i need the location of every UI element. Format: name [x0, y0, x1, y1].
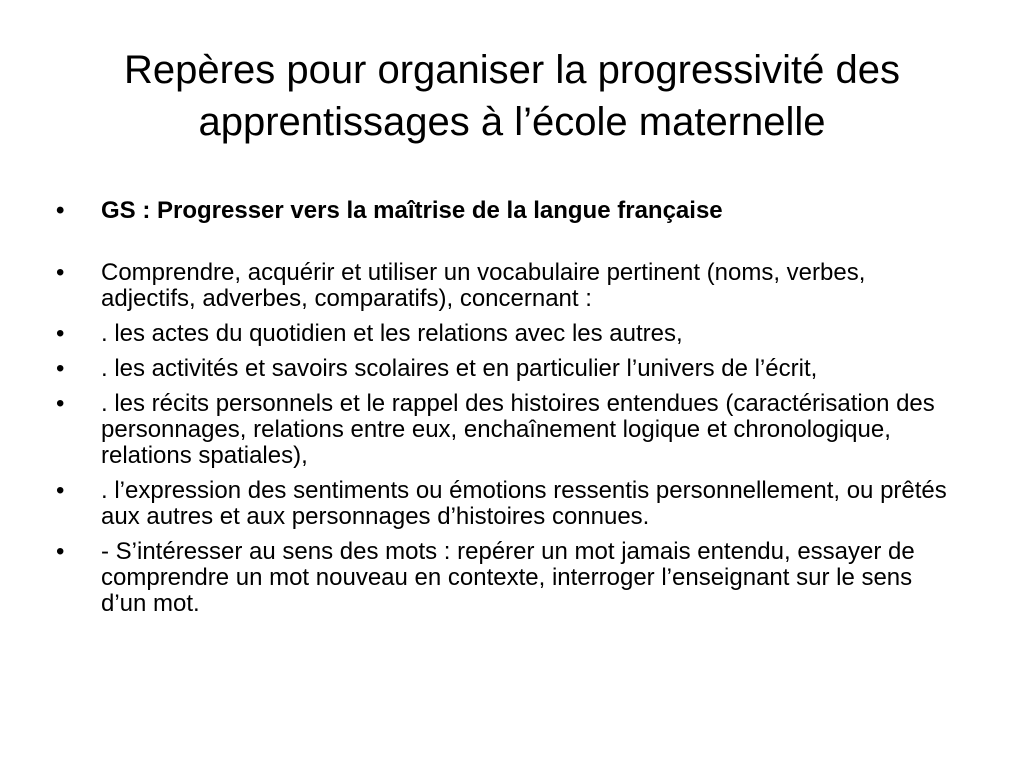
bullet-dot-icon: •: [56, 477, 65, 504]
bullet-dot-icon: •: [56, 355, 65, 382]
bullet-text: . les activités et savoirs scolaires et en particulier l’univers de l’écrit,: [101, 355, 818, 382]
bullet-text: - S’intéresser au sens des mots : repérer un mot jamais entendu, essayer de comprendre un mot nouveau en contexte, interroger l’enseignant sur le sens d’un mot.: [101, 538, 915, 617]
bullet-dot-icon: •: [56, 259, 65, 286]
bullet-item-heading: [56, 198, 956, 224]
bullet-item: [56, 321, 956, 347]
bullet-dot-icon: •: [56, 197, 65, 224]
bullet-text: Comprendre, acquérir et utiliser un vocabulaire pertinent (noms, verbes, adjectifs, adverbes, comparatifs), concernant :: [101, 259, 866, 312]
bullet-text: GS : Progresser vers la maîtrise de la langue française: [101, 197, 723, 224]
bullet-item: [56, 260, 956, 312]
bullet-list: [56, 198, 956, 626]
bullet-text: . les récits personnels et le rappel des histoires entendues (caractérisation des personnages, relations entre eux, enchaînement logique et chronologique, relations spatiales),: [101, 390, 935, 469]
slide-title: [40, 44, 984, 148]
bullet-item: [56, 539, 956, 617]
bullet-item: [56, 356, 956, 382]
bullet-text: . l’expression des sentiments ou émotions ressentis personnellement, ou prêtés aux autres et aux personnages d’histoires connues.: [101, 477, 947, 530]
slide-title-line-1: Repères pour organiser la progressivité des: [124, 48, 900, 92]
bullet-dot-icon: •: [56, 320, 65, 347]
bullet-item: [56, 478, 956, 530]
bullet-dot-icon: •: [56, 538, 65, 565]
bullet-dot-icon: •: [56, 390, 65, 417]
bullet-text: . les actes du quotidien et les relations avec les autres,: [101, 320, 683, 347]
slide-title-line-2: apprentissages à l’école maternelle: [198, 100, 826, 144]
bullet-item: [56, 391, 956, 469]
